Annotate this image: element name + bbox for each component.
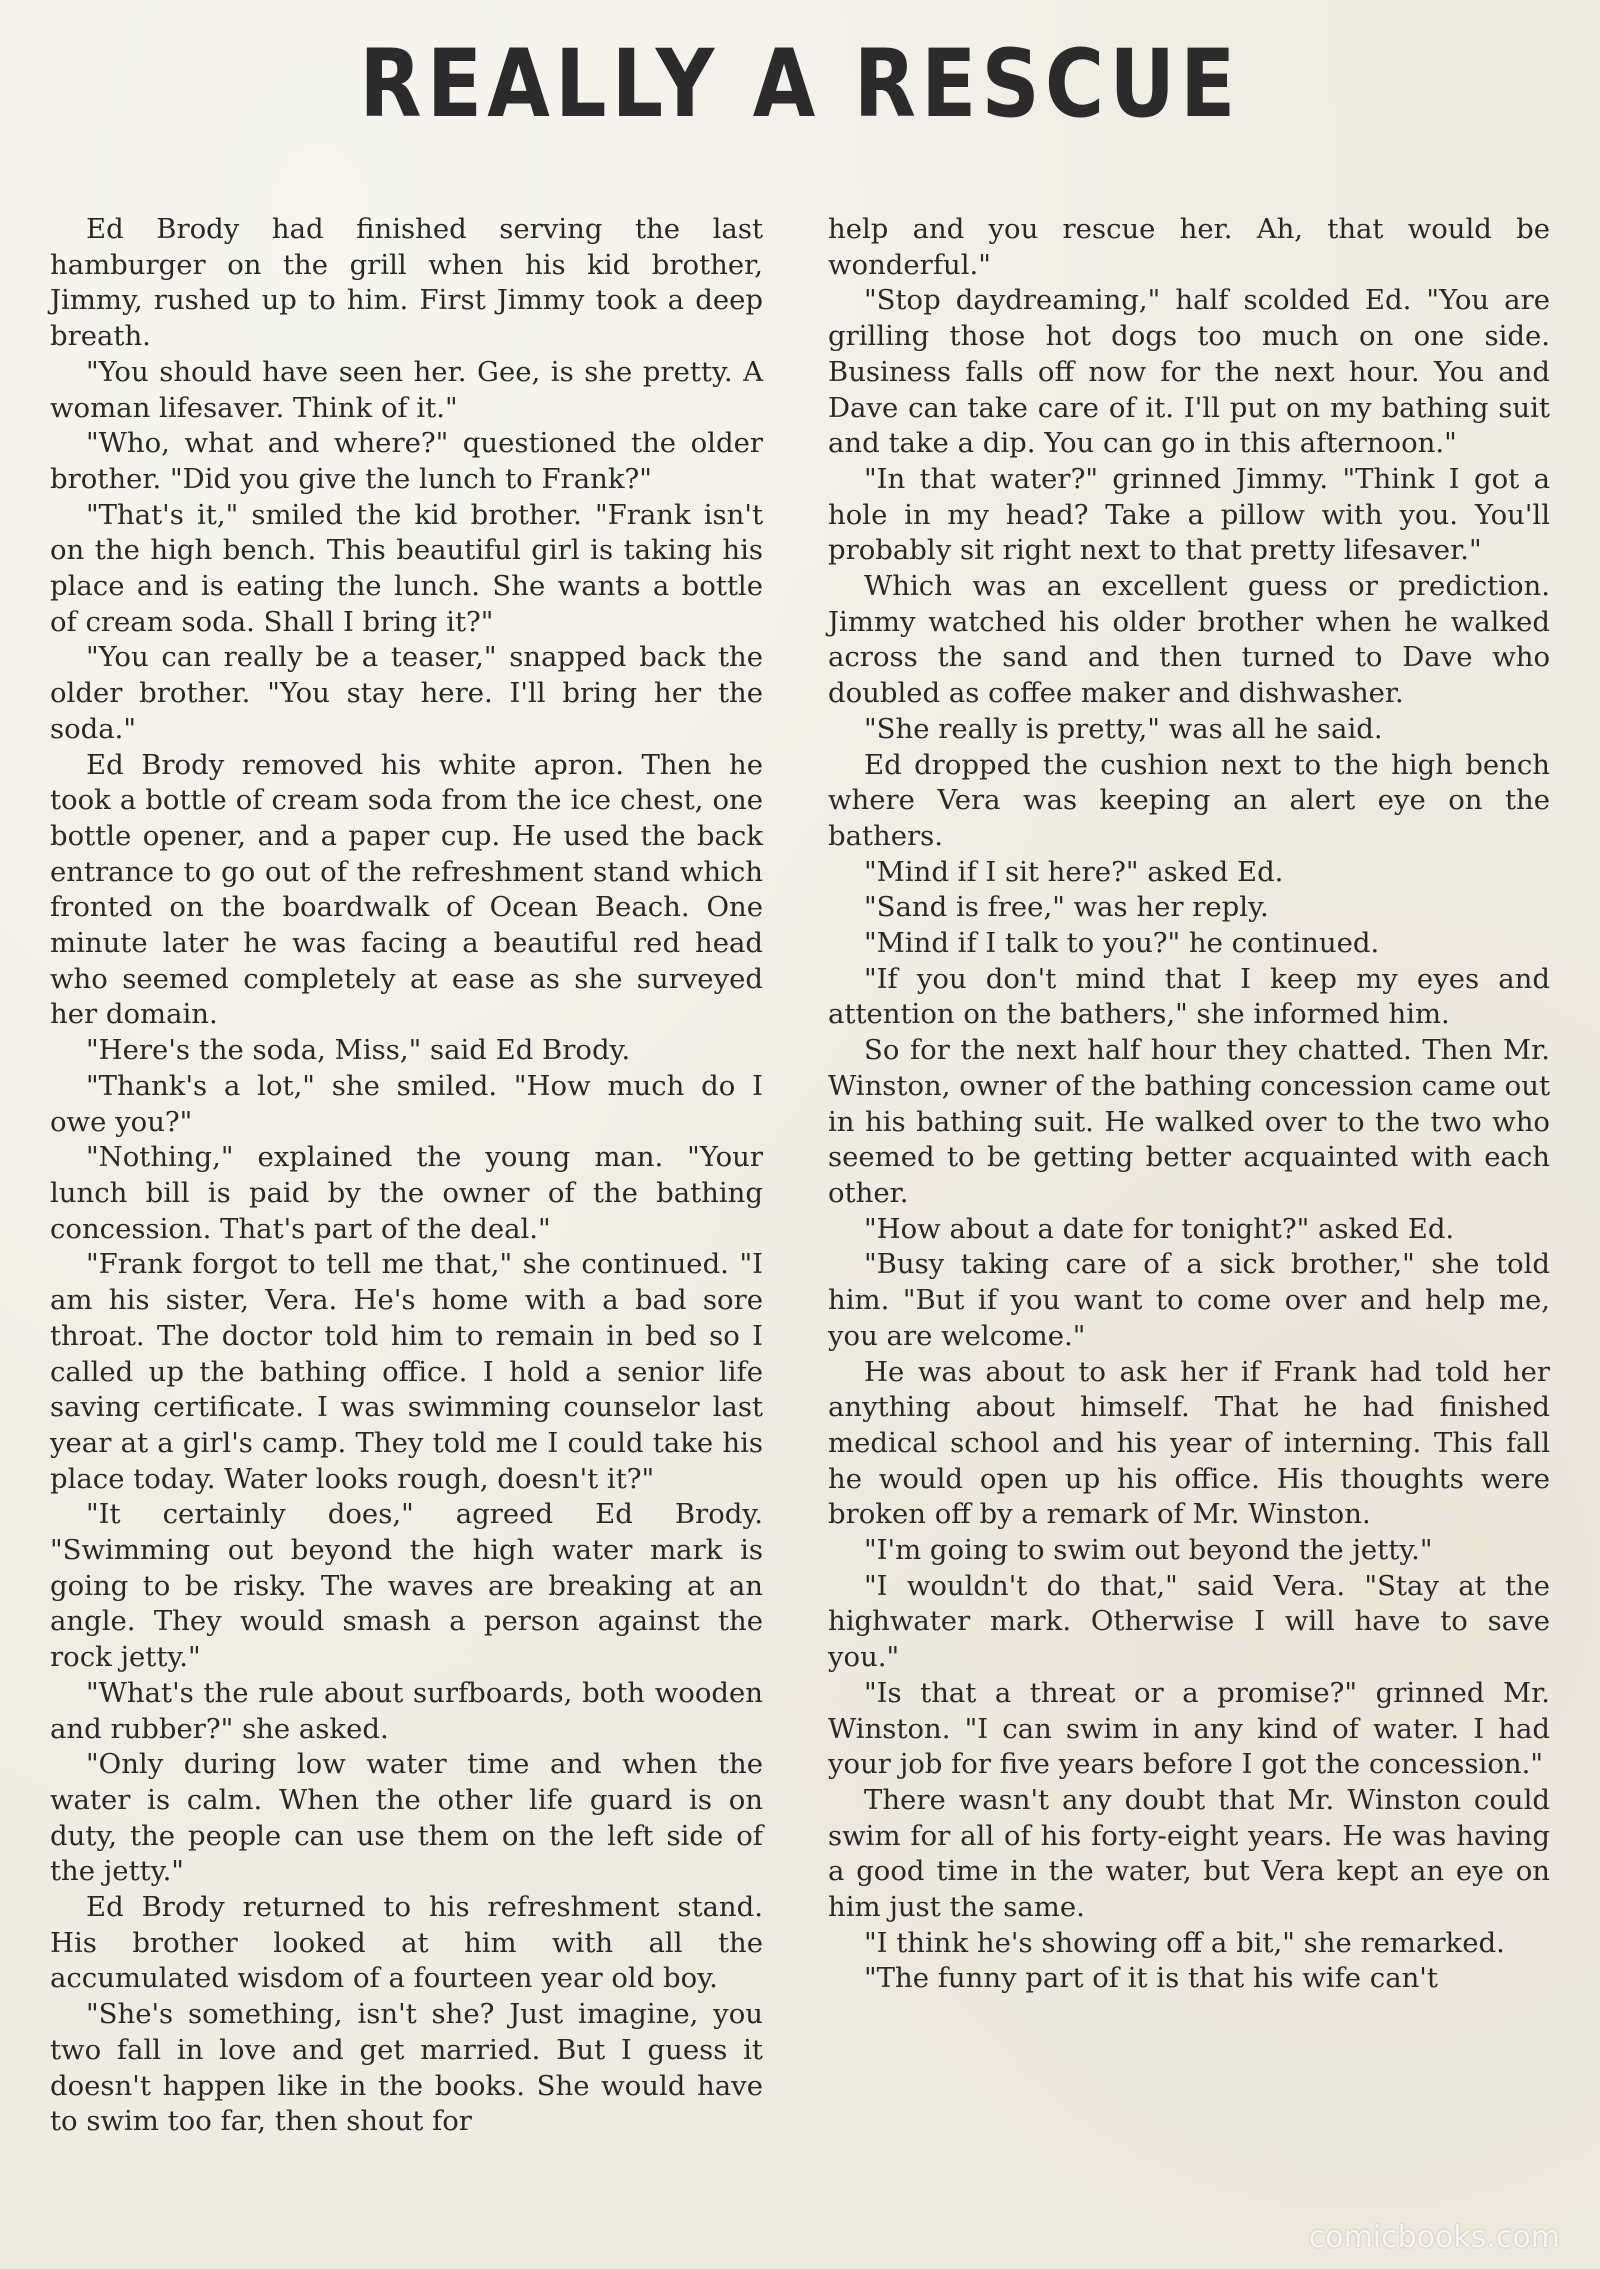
paragraph: "Only during low water time and when the water is calm. When the other life guard is on duty, the people can use them on the left side of the jetty." — [50, 1748, 763, 1888]
left-column — [50, 212, 763, 2140]
paragraph: "Sand is free," was her reply. — [864, 891, 1269, 924]
paragraph: "Frank forgot to tell me that," she continued. "I am his sister, Vera. He's home with a bad sore throat. The doctor told him to remain in bed so I called up the bathing office. I hold a senior life saving certificate. I was swimming counselor last year at a girl's camp. They told me I could take his place today. Water looks rough, doesn't it?" — [50, 1248, 763, 1495]
paragraph: "I'm going to swim out beyond the jetty." — [864, 1534, 1433, 1567]
paragraph: "Mind if I talk to you?" he continued. — [864, 927, 1380, 960]
paragraph: "That's it," smiled the kid brother. "Frank isn't on the high bench. This beautiful girl is taking his place and is eating the lunch. She wants a bottle of cream soda. Shall I bring it?" — [50, 498, 763, 638]
right-column — [828, 212, 1550, 1997]
paragraph: He was about to ask her if Frank had told her anything about himself. That he had finished medical school and his year of interning. This fall he would open up his office. His thoughts were broken off by a remark of Mr. Winston. — [828, 1355, 1550, 1531]
paragraph: "I wouldn't do that," said Vera. "Stay at the highwater mark. Otherwise I will have to save you." — [828, 1569, 1550, 1674]
paragraph: "She's something, isn't she? Just imagine, you two fall in love and get married. But I guess it doesn't happen like in the books. She would have to swim too far, then shout for — [50, 1998, 763, 2138]
paragraph: "Who, what and where?" questioned the older brother. "Did you give the lunch to Frank?" — [50, 427, 763, 495]
paragraph: "If you don't mind that I keep my eyes and attention on the bathers," she informed him. — [828, 962, 1550, 1031]
site-watermark: comicbooks.com — [1308, 2220, 1560, 2255]
paragraph: There wasn't any doubt that Mr. Winston could swim for all of his forty-eight years. He was having a good time in the water, but Vera kept an eye on him just the same. — [828, 1783, 1550, 1924]
paragraph: "Mind if I sit here?" asked Ed. — [864, 855, 1284, 888]
paragraph: "In that water?" grinned Jimmy. "Think I got a hole in my head? Take a pillow with you. You'll probably sit right next to that pretty lifesaver." — [828, 462, 1550, 567]
paragraph: "How about a date for tonight?" asked Ed. — [864, 1212, 1455, 1245]
paragraph: "Is that a threat or a promise?" grinned Mr. Winston. "I can swim in any kind of water. I had your job for five years before I got the concession." — [828, 1676, 1550, 1781]
paragraph: "What's the rule about surfboards, both wooden and rubber?" she asked. — [50, 1676, 763, 1745]
paragraph: Ed Brody had finished serving the last hamburger on the grill when his kid brother, Jimmy, rushed up to him. First Jimmy took a deep breath. — [50, 213, 763, 353]
paragraph: "You can really be a teaser," snapped back the older brother. "You stay here. I'll bring her the soda." — [50, 641, 763, 745]
paragraph: "The funny part of it is that his wife can't — [864, 1962, 1438, 1995]
paragraph: Ed Brody returned to his refreshment stand. His brother looked at him with all the accumulated wisdom of a fourteen year old boy. — [50, 1891, 763, 1995]
story-title: REALLY A RESCUE — [359, 30, 1241, 139]
paragraph: Which was an excellent guess or prediction. Jimmy watched his older brother when he walked across the sand and then turned to Dave who doubled as coffee maker and dishwasher. — [828, 570, 1550, 710]
paragraph: "Here's the soda, Miss," said Ed Brody. — [86, 1034, 631, 1067]
paragraph: Ed Brody removed his white apron. Then he took a bottle of cream soda from the ice chest, one bottle opener, and a paper cup. He used the back entrance to go out of the refreshment stand which fronted on the boardwalk of Ocean Beach. One minute later he was facing a beautiful red head who seemed completely at ease as she surveyed her domain. — [50, 748, 763, 1031]
paragraph: So for the next half hour they chatted. Then Mr. Winston, owner of the bathing concession came out in his bathing suit. He walked over to the two who seemed to be getting better acquainted with each other. — [828, 1034, 1550, 1209]
paragraph: "She really is pretty," was all he said. — [864, 712, 1383, 745]
paragraph: "Nothing," explained the young man. "Your lunch bill is paid by the owner of the bathing concession. That's part of the deal." — [50, 1141, 763, 1245]
paragraph: "Thank's a lot," she smiled. "How much do I owe you?" — [50, 1069, 763, 1138]
paragraph-continuation: help and you rescue her. Ah, that would be wonderful." — [828, 213, 1550, 281]
paragraph: "I think he's showing off a bit," she remarked. — [864, 1926, 1505, 1959]
paragraph: Ed dropped the cushion next to the high bench where Vera was keeping an alert eye on the bathers. — [828, 748, 1550, 852]
paragraph: "It certainly does," agreed Ed Brody. "Swimming out beyond the high water mark is going to be risky. The waves are breaking at an angle. They would smash a person against the rock jetty." — [50, 1498, 763, 1674]
paragraph: "Stop daydreaming," half scolded Ed. "You are grilling those hot dogs too much on one side. Business falls off now for the next hour. You and Dave can take care of it. I'll put on my bathing suit and take a dip. You can go in this afternoon." — [828, 284, 1550, 460]
paragraph: "Busy taking care of a sick brother," she told him. "But if you want to come over and help me, you are welcome." — [828, 1248, 1550, 1352]
paragraph: "You should have seen her. Gee, is she pretty. A woman lifesaver. Think of it." — [50, 355, 763, 424]
